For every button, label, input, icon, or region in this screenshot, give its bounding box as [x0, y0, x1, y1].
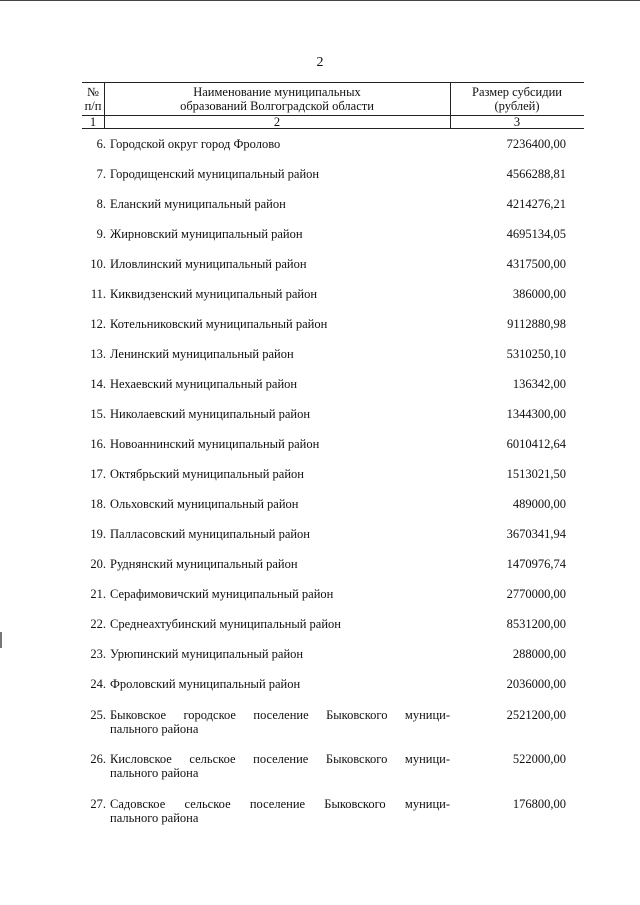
- row-number: 24.: [90, 677, 106, 691]
- row-amount: 8531200,00: [506, 617, 566, 631]
- row-number: 15.: [90, 407, 106, 421]
- row-amount: 2770000,00: [506, 587, 566, 601]
- row-amount: 1470976,74: [506, 557, 566, 571]
- top-scan-border: [0, 0, 640, 1]
- row-name: Кисловское сельское поселение Быковского муници-: [110, 752, 450, 766]
- row-number: 23.: [90, 647, 106, 661]
- row-number: 26.: [90, 752, 106, 766]
- row-amount: 4695134,05: [506, 227, 566, 241]
- row-number: 10.: [90, 257, 106, 271]
- row-name: Садовское сельское поселение Быковского муници-: [110, 797, 450, 811]
- table-header: [82, 82, 584, 129]
- row-name: Фроловский муниципальный район: [110, 677, 301, 691]
- row-number: 9.: [96, 227, 106, 241]
- row-name: Руднянский муниципальный район: [110, 557, 298, 571]
- row-amount: 7236400,00: [506, 137, 566, 151]
- row-number: 18.: [90, 497, 106, 511]
- row-name: Ленинский муниципальный район: [110, 347, 294, 361]
- row-name: Жирновский муниципальный район: [110, 227, 303, 241]
- row-number: 27.: [90, 797, 106, 811]
- row-amount: 9112880,98: [507, 317, 566, 331]
- row-name-continuation: пального района: [110, 722, 199, 736]
- row-amount: 4566288,81: [506, 167, 566, 181]
- header-col-number: 3: [513, 115, 521, 129]
- page-number: 2: [316, 55, 324, 70]
- row-number: 20.: [90, 557, 106, 571]
- row-number: 6.: [96, 137, 106, 151]
- row-name: Быковское городское поселение Быковского муници-: [110, 708, 450, 722]
- row-amount: 1344300,00: [506, 407, 566, 421]
- header-top-border: [82, 82, 584, 83]
- row-name: Николаевский муниципальный район: [110, 407, 311, 421]
- row-number: 21.: [90, 587, 106, 601]
- row-amount: 4317500,00: [506, 257, 566, 271]
- row-number: 17.: [90, 467, 106, 481]
- row-amount: 176800,00: [512, 797, 566, 811]
- row-name: Котельниковский муниципальный район: [110, 317, 328, 331]
- row-amount: 288000,00: [512, 647, 566, 661]
- row-number: 7.: [96, 167, 106, 181]
- row-amount: 1513021,50: [506, 467, 566, 481]
- row-name: Октябрьский муниципальный район: [110, 467, 304, 481]
- row-name: Иловлинский муниципальный район: [110, 257, 307, 271]
- row-name: Городищенский муниципальный район: [110, 167, 320, 181]
- row-amount: 2036000,00: [506, 677, 566, 691]
- header-name: Наименование муниципальных образований Волгоградской области: [180, 85, 374, 113]
- row-amount: 2521200,00: [506, 708, 566, 722]
- row-name: Палласовский муниципальный район: [110, 527, 310, 541]
- row-name: Киквидзенский муниципальный район: [110, 287, 318, 301]
- header-col-number: 2: [273, 115, 281, 129]
- row-amount: 3670341,94: [506, 527, 566, 541]
- row-name: Урюпинский муниципальный район: [110, 647, 304, 661]
- row-amount: 386000,00: [512, 287, 566, 301]
- row-number: 19.: [90, 527, 106, 541]
- row-name: Ольховский муниципальный район: [110, 497, 299, 511]
- row-amount: 6010412,64: [506, 437, 566, 451]
- header-num: № п/п: [84, 85, 102, 113]
- row-name-continuation: пального района: [110, 811, 199, 825]
- row-amount: 489000,00: [512, 497, 566, 511]
- row-name: Городской округ город Фролово: [110, 137, 281, 151]
- row-number: 11.: [90, 287, 106, 301]
- row-amount: 136342,00: [512, 377, 566, 391]
- row-number: 22.: [90, 617, 106, 631]
- row-number: 16.: [90, 437, 106, 451]
- row-amount: 5310250,10: [506, 347, 566, 361]
- row-name: Нехаевский муниципальный район: [110, 377, 298, 391]
- scan-mark: [0, 632, 2, 648]
- row-number: 13.: [90, 347, 106, 361]
- row-name: Серафимовичский муниципальный район: [110, 587, 334, 601]
- row-name: Еланский муниципальный район: [110, 197, 286, 211]
- row-number: 8.: [96, 197, 106, 211]
- row-number: 14.: [90, 377, 106, 391]
- row-number: 25.: [90, 708, 106, 722]
- row-name: Среднеахтубинский муниципальный район: [110, 617, 341, 631]
- header-amount: Размер субсидии (рублей): [472, 85, 562, 113]
- header-col-number: 1: [89, 115, 97, 129]
- row-amount: 522000,00: [512, 752, 566, 766]
- row-number: 12.: [90, 317, 106, 331]
- row-amount: 4214276,21: [506, 197, 566, 211]
- row-name: Новоаннинский муниципальный район: [110, 437, 320, 451]
- row-name-continuation: пального района: [110, 766, 199, 780]
